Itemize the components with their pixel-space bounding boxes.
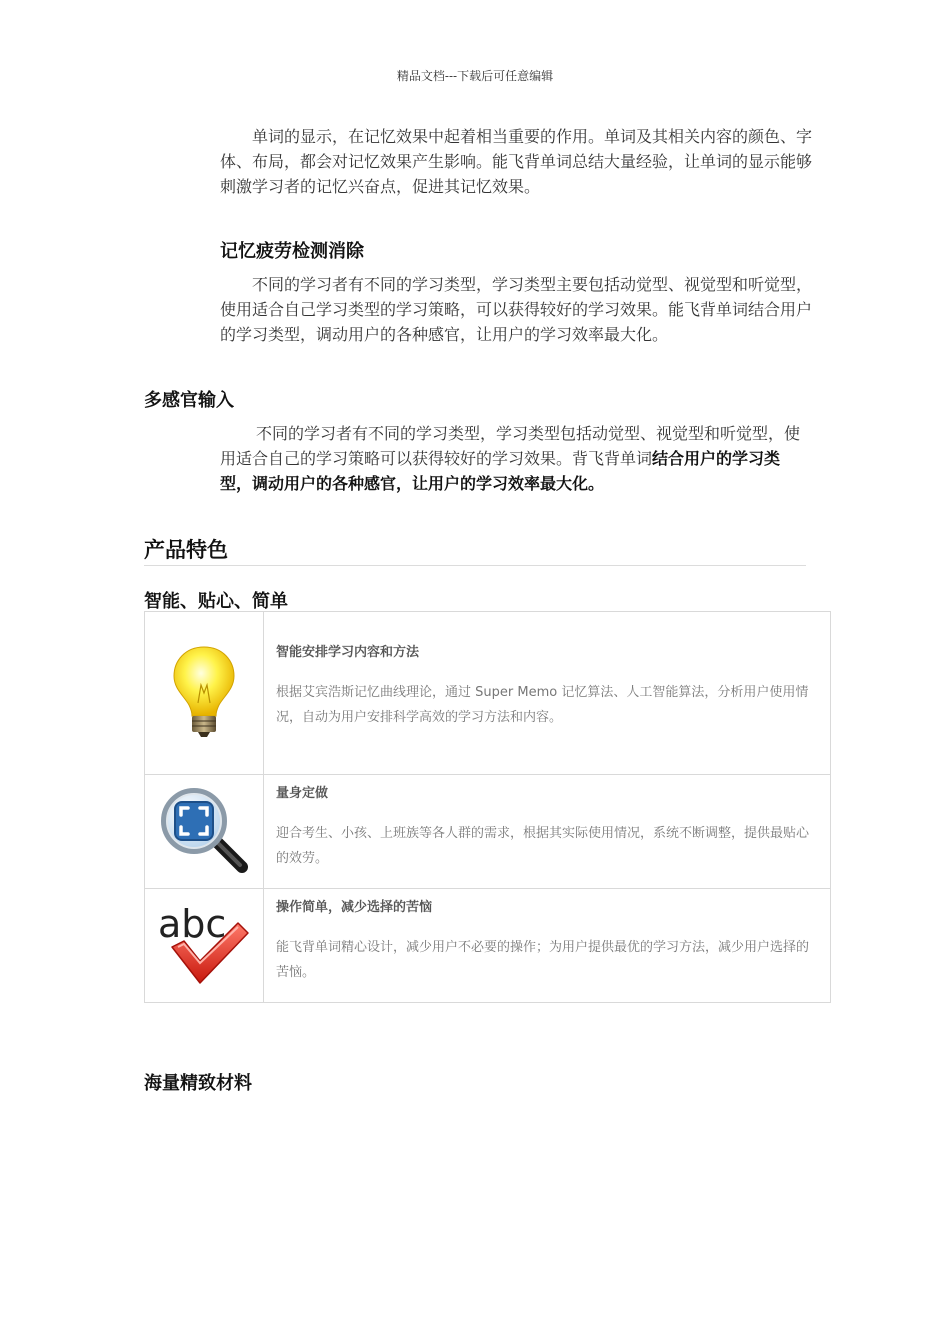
heading-memory-fatigue: 记忆疲劳检测消除 <box>220 241 364 262</box>
paragraph-multisense-bold: 结合用户的学习类型，调动用户的各种感官，让用户的学习效率最大化。 <box>220 449 781 493</box>
feature-description: 迎合考生、小孩、上班族等各人群的需求，根据其实际使用情况，系统不断调整，提供最贴心的效劳。 <box>276 826 810 866</box>
feature-icon-cell <box>145 775 264 889</box>
paragraph-multisense <box>220 421 812 496</box>
paragraph-multisense-normal: 不同的学习者有不同的学习类型，学习类型包括动觉型、视觉型和听觉型，使用适合自己的学习策略可以获得较好的学习效果。背飞背单词 <box>220 424 801 468</box>
feature-description: 能飞背单词精心设计，减少用户不必要的操作；为用户提供最优的学习方法，减少用户选择的苦恼。 <box>276 940 810 980</box>
feature-text-cell <box>264 889 831 1003</box>
heading-materials: 海量精致材料 <box>144 1073 252 1094</box>
feature-icon-cell <box>145 889 264 1003</box>
heading-multisense: 多感官输入 <box>144 390 234 411</box>
feature-description: 根据艾宾浩斯记忆曲线理论，通过 Super Memo 记忆算法、人工智能算法，分析用户使用情况，自动为用户安排科学高效的学习方法和内容。 <box>276 685 809 725</box>
abc-text: abc <box>158 901 227 946</box>
heading-product-features: 产品特色 <box>144 538 228 562</box>
feature-text-cell <box>264 612 831 775</box>
feature-title: 智能安排学习内容和方法 <box>276 645 420 660</box>
heading-smart: 智能、贴心、简单 <box>144 591 288 612</box>
magnifier-icon <box>156 785 252 875</box>
feature-text-cell <box>264 775 831 889</box>
feature-row <box>145 889 831 1003</box>
paragraph-fatigue: 不同的学习者有不同的学习类型，学习类型主要包括动觉型、视觉型和听觉型，使用适合自己学习类型的学习策略，可以获得较好的学习效果。能飞背单词结合用户的学习类型，调动用户的各种感官，让用户的学习效率最大化。 <box>220 275 813 344</box>
feature-row <box>145 612 831 775</box>
features-table <box>144 611 831 1003</box>
page-header: 精品文档---下载后可任意编辑 <box>396 69 554 83</box>
feature-icon-cell <box>145 612 264 775</box>
abc-check-icon <box>154 899 254 989</box>
lightbulb-icon <box>169 643 239 739</box>
paragraph-display: 单词的显示，在记忆效果中起着相当重要的作用。单词及其相关内容的颜色、字体、布局，都会对记忆效果产生影响。能飞背单词总结大量经验，让单词的显示能够刺激学习者的记忆兴奋点，促进其记忆效果。 <box>220 127 813 196</box>
feature-title: 操作简单，减少选择的苦恼 <box>276 900 433 915</box>
divider <box>144 565 806 566</box>
feature-row <box>145 775 831 889</box>
feature-title: 量身定做 <box>276 786 329 801</box>
